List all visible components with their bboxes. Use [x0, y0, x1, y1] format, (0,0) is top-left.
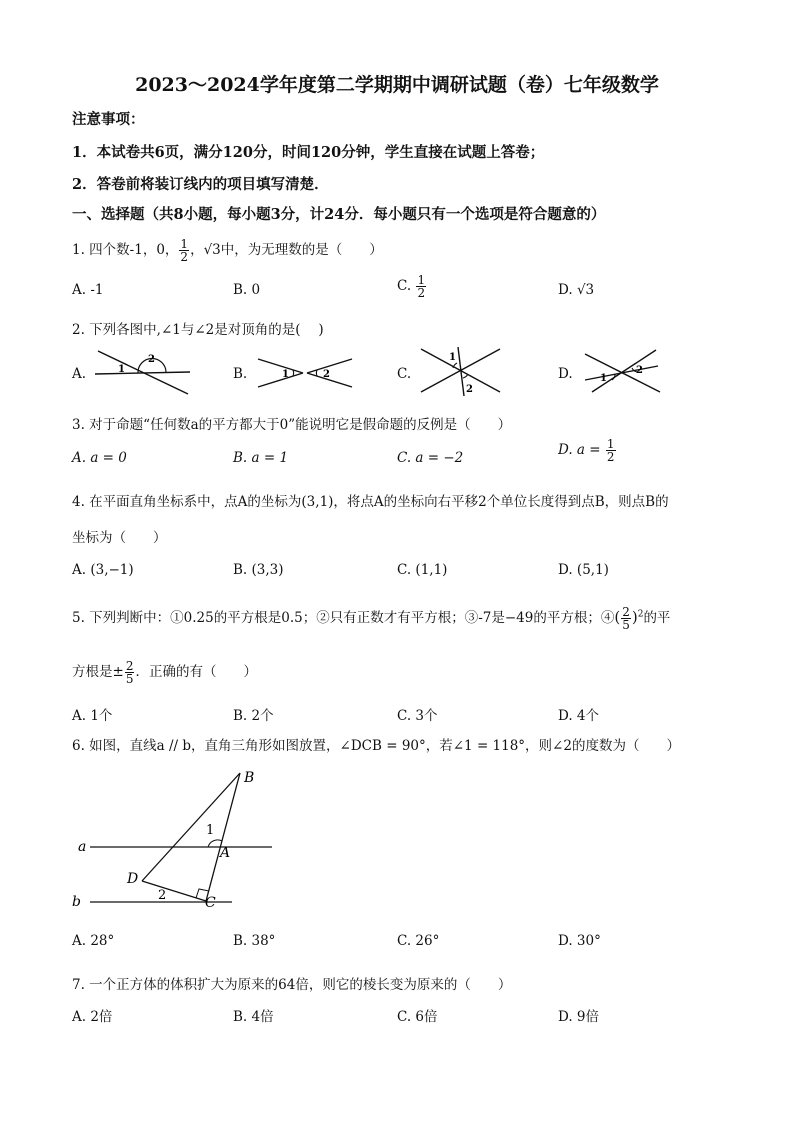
q6-option-a: A. 28°: [72, 933, 115, 949]
page-title: 2023～2024学年度第二学期期中调研试题（卷）七年级数学: [135, 74, 659, 96]
svg-text:2: 2: [636, 365, 643, 376]
notice-heading: 注意事项：: [72, 111, 145, 128]
q2-figure-c: [418, 344, 503, 398]
q6-option-b: B. 38°: [233, 933, 276, 949]
svg-text:a: a: [78, 839, 87, 855]
q5-option-c: C. 3个: [397, 708, 438, 724]
q2-figure-a: [90, 346, 195, 396]
q2-figure-d: [582, 346, 662, 396]
q6-option-c: C. 26°: [397, 933, 440, 949]
q4-option-b: B. (3,3): [233, 562, 284, 578]
q5-option-d: D. 4个: [558, 708, 600, 724]
q1-option-c: C. $\frac{1}{2}$: [397, 273, 426, 300]
q7-option-b: B. 4倍: [233, 1009, 274, 1025]
q2-figure-b: [255, 356, 355, 388]
question-5-stem-line2: 方根是± $\frac{2}{5}$ ．正确的有（ ）: [72, 659, 257, 686]
svg-text:1: 1: [206, 823, 215, 838]
q1-option-a: A. -1: [72, 282, 104, 298]
svg-text:D: D: [127, 871, 139, 887]
svg-text:B: B: [244, 770, 255, 786]
q4-option-c: C. (1,1): [397, 562, 448, 578]
q4-option-d: D. (5,1): [558, 562, 609, 578]
question-4-stem-line1: 4. 在平面直角坐标系中，点A的坐标为(3,1)，将点A的坐标向右平移2个单位长度得到点B，则点B的: [72, 494, 669, 510]
question-1-stem: 1. 四个数-1，0， $\frac{1}{2}$ ，√3中，为无理数的是（ ）: [72, 237, 383, 264]
q5-option-a: A. 1个: [72, 708, 113, 724]
svg-text:2: 2: [323, 369, 330, 380]
question-3-stem: 3. 对于命题“任何数a的平方都大于0”能说明它是假命题的反例是（ ）: [72, 417, 512, 433]
svg-text:2: 2: [158, 888, 167, 903]
question-6-stem: 6. 如图，直线a // b，直角三角形如图放置，∠DCB = 90°，若∠1 = 118°，则∠2的度数为（ ）: [72, 738, 680, 754]
q2-option-d: D.: [558, 366, 573, 382]
question-4-stem-line2: 坐标为（ ）: [72, 530, 167, 546]
svg-text:1: 1: [600, 373, 607, 384]
q6-option-d: D. 30°: [558, 933, 601, 949]
q7-option-c: C. 6倍: [397, 1009, 438, 1025]
svg-text:1: 1: [282, 369, 289, 380]
q7-option-d: D. 9倍: [558, 1009, 600, 1025]
svg-text:2: 2: [148, 354, 155, 365]
q3-option-d: D. a = $\frac{1}{2}$: [558, 437, 615, 464]
svg-text:b: b: [72, 894, 81, 910]
svg-text:2: 2: [466, 384, 473, 395]
q3-option-a: A. a = 0: [72, 450, 127, 466]
section-heading: 一、选择题（共8小题，每小题3分，计24分．每小题只有一个选项是符合题意的）: [72, 206, 606, 223]
q3-option-b: B. a = 1: [233, 450, 289, 466]
svg-text:1: 1: [449, 352, 456, 363]
q4-option-a: A. (3,−1): [72, 562, 134, 578]
q2-option-c: C.: [397, 366, 412, 382]
notice-item-2: 2．答卷前将装订线内的项目填写清楚．: [72, 176, 329, 193]
question-5-stem-line1: 5. 下列判断中：①0.25的平方根是0.5；②只有正数才有平方根；③-7是−49的平方根；④( $\frac{2}{5}$ )$^2$的平: [72, 605, 671, 632]
sqrt-expr: √3: [203, 242, 221, 258]
q2-option-b: B.: [233, 366, 248, 382]
notice-item-1: 1．本试卷共6页，满分120分，时间120分钟，学生直接在试题上答卷；: [72, 144, 545, 161]
q1-option-b: B. 0: [233, 282, 261, 298]
question-7-stem: 7. 一个正方体的体积扩大为原来的64倍，则它的棱长变为原来的（ ）: [72, 977, 512, 993]
q5-option-b: B. 2个: [233, 708, 274, 724]
q1-option-d: D. √3: [558, 282, 595, 298]
q2-option-a: A.: [72, 366, 87, 382]
svg-text:A: A: [220, 845, 231, 861]
fraction: $\frac{1}{2}$: [180, 237, 189, 264]
svg-text:1: 1: [118, 364, 125, 375]
question-2-stem: 2. 下列各图中,∠1与∠2是对顶角的是( ): [72, 322, 324, 338]
q6-figure: [72, 765, 292, 915]
q3-option-c: C. a = −2: [397, 450, 464, 466]
q7-option-a: A. 2倍: [72, 1009, 113, 1025]
svg-text:C: C: [205, 895, 216, 911]
